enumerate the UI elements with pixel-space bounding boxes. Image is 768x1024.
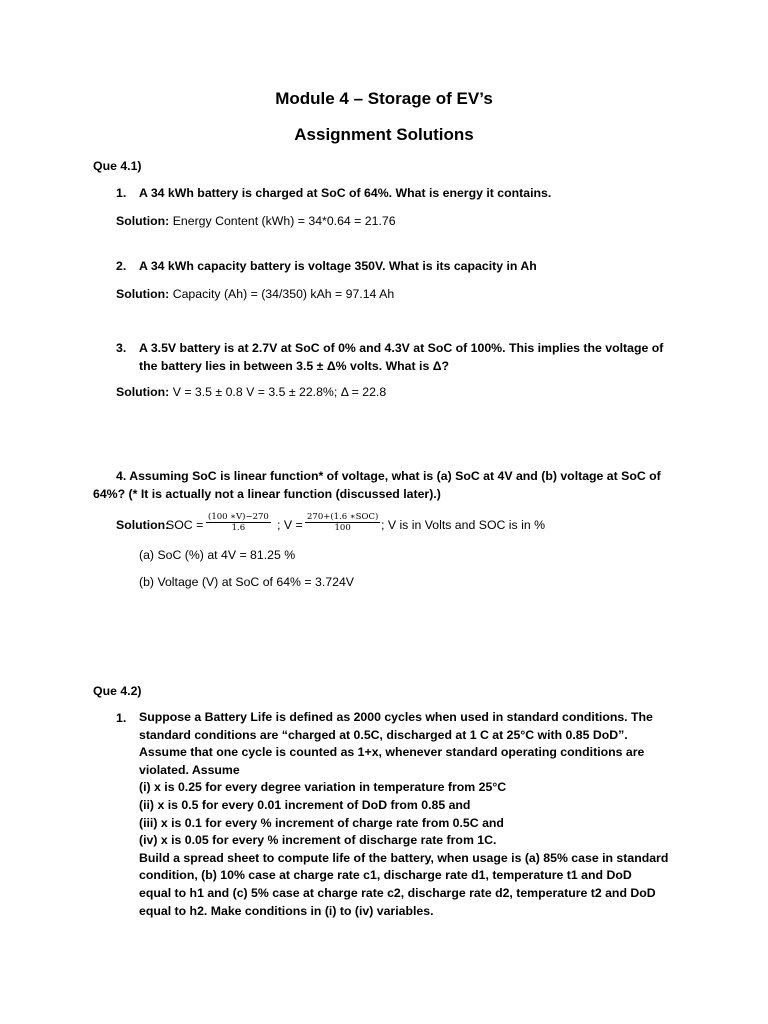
solution-text: V = 3.5 ± 0.8 V = 3.5 ± 22.8%; Δ = 22.8 <box>169 385 387 399</box>
solution-line <box>116 384 386 400</box>
question-text-line-2: the battery lies in between 3.5 ± Δ% volts. What is Δ? <box>139 359 450 373</box>
solution-label: Solution: <box>116 518 170 532</box>
answer-b: (b) Voltage (V) at SoC of 64% = 3.724V <box>139 575 354 589</box>
question-line: standard conditions are “charged at 0.5C, discharged at 1 C at 25°C with 0.85 DoD”. <box>139 727 628 742</box>
question-text-line-1: 4. Assuming SoC is linear function* of voltage, what is (a) SoC at 4V and (b) voltage at SoC of <box>116 469 661 483</box>
item-number: 1. <box>116 186 127 200</box>
question-line: violated. Assume <box>139 762 240 777</box>
question-line: equal to h1 and (c) 5% case at charge rate c2, discharge rate d2, temperature t2 and DoD <box>139 885 656 900</box>
question-line: Build a spread sheet to compute life of the battery, when usage is (a) 85% case in standard <box>139 850 669 865</box>
page-subtitle: Assignment Solutions <box>294 125 474 144</box>
solution-label: Solution: <box>116 214 170 228</box>
question-line: Assume that one cycle is counted as 1+x, whenever standard operating conditions are <box>139 745 645 760</box>
solution-line <box>116 213 396 229</box>
question-text: A 34 kWh capacity battery is voltage 350V. What is its capacity in Ah <box>139 259 537 273</box>
solution-label: Solution: <box>116 287 170 301</box>
answer-a: (a) SoC (%) at 4V = 81.25 % <box>139 548 296 562</box>
question-line: equal to h2. Make conditions in (i) to (iv) variables. <box>139 903 434 918</box>
question-line: (i) x is 0.25 for every degree variation in temperature from 25°C <box>139 780 507 795</box>
question-line: (ii) x is 0.5 for every 0.01 increment of DoD from 0.85 and <box>139 797 471 812</box>
question-block <box>139 709 668 920</box>
item-number: 3. <box>116 341 127 355</box>
soc-fraction <box>206 512 271 533</box>
voltage-fraction <box>305 512 380 533</box>
solution-text: Energy Content (kWh) = 34*0.64 = 21.76 <box>169 214 396 228</box>
question-text: A 34 kWh battery is charged at SoC of 64%. What is energy it contains. <box>139 186 552 200</box>
voltage-equation-prefix: ; V = <box>277 518 303 532</box>
question-label-4-2: Que 4.2) <box>93 684 142 698</box>
item-number: 1. <box>116 711 127 725</box>
question-line: condition, (b) 10% case at charge rate c1, discharge rate d1, temperature t1 and DoD <box>139 868 632 883</box>
question-line: (iii) x is 0.1 for every % increment of charge rate from 0.5C and <box>139 815 504 830</box>
question-text-line-1: A 3.5V battery is at 2.7V at SoC of 0% and 4.3V at SoC of 100%. This implies the voltage of <box>139 341 664 355</box>
fraction-denominator: 100 <box>334 523 351 533</box>
question-text-line-2: 64%? (* It is actually not a linear function (discussed later).) <box>93 487 441 501</box>
fraction-numerator: 270+(1.6 ∗SOC) <box>307 512 379 522</box>
fraction-numerator: (100 ∗V)−270 <box>208 512 269 522</box>
item-number: 2. <box>116 259 127 273</box>
fraction-denominator: 1.6 <box>231 523 246 533</box>
question-line: Suppose a Battery Life is defined as 2000 cycles when used in standard conditions. The <box>139 710 653 724</box>
solution-label: Solution: <box>116 385 170 399</box>
question-label-4-1: Que 4.1) <box>93 159 142 173</box>
soc-equation-prefix: SOC = <box>166 518 204 532</box>
solution-text: Capacity (Ah) = (34/350) kAh = 97.14 Ah <box>169 287 395 301</box>
page-title: Module 4 – Storage of EV’s <box>275 89 493 108</box>
units-note: ; V is in Volts and SOC is in % <box>381 518 546 532</box>
solution-line <box>116 286 394 302</box>
question-line: (iv) x is 0.05 for every % increment of discharge rate from 1C. <box>139 833 497 848</box>
